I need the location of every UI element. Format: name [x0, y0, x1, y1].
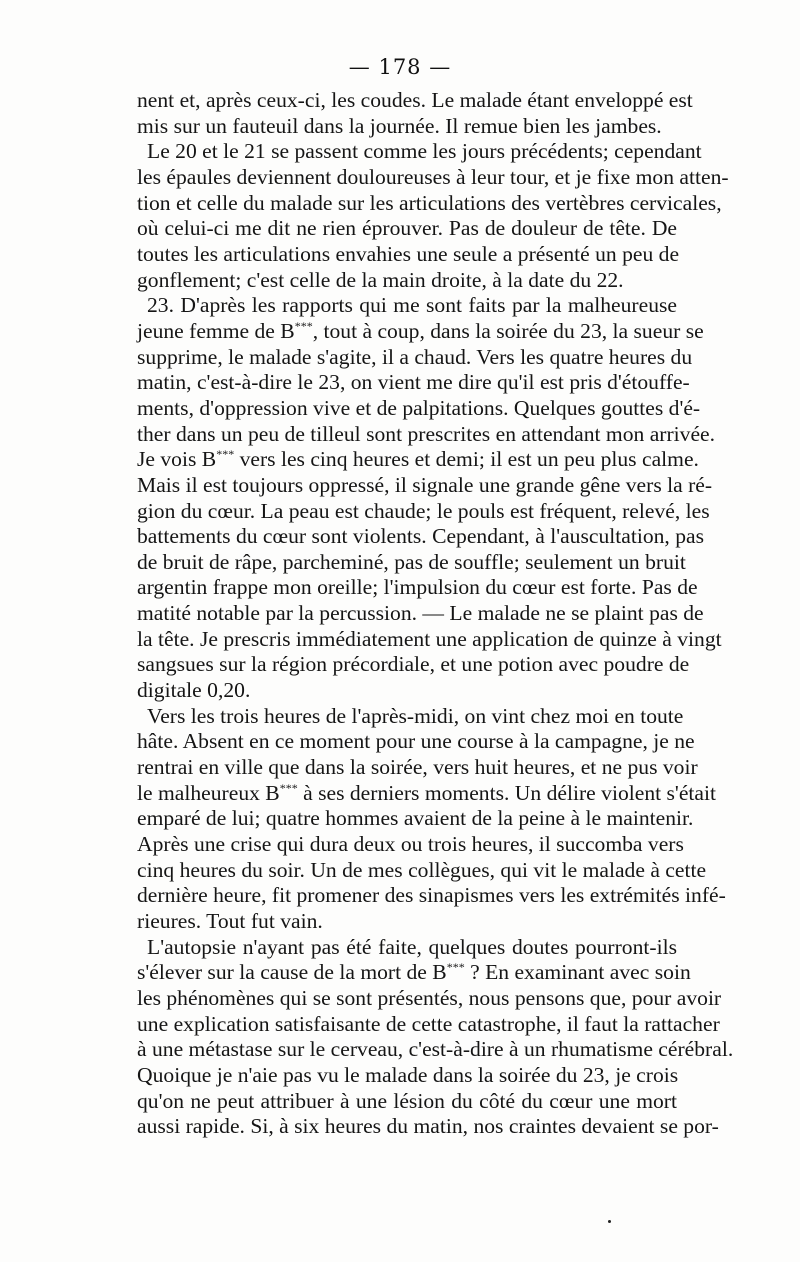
text-line: hâte. Absent en ce moment pour une course à la campagne, je ne: [137, 729, 695, 754]
text-line: Mais il est toujours oppressé, il signale une grande gêne vers la ré-: [137, 472, 713, 497]
text-line: battements du cœur sont violents. Cependant, à l'auscultation, pas: [137, 524, 705, 549]
text-line: matin, c'est-à-dire le 23, on vient me dire qu'il est pris d'étouffe-: [137, 370, 690, 395]
text-line: tion et celle du malade sur les articulations des vertèbres cervicales,: [137, 190, 722, 215]
text-line: les phénomènes qui se sont présentés, nous pensons que, pour avoir: [137, 985, 722, 1010]
text-line: Le 20 et le 21 se passent comme les jours précédents; cependant: [147, 139, 702, 164]
text-line: où celui-ci me dit ne rien éprouver. Pas de douleur de tête. De: [137, 216, 677, 241]
text-line: rieures. Tout fut vain.: [137, 909, 323, 933]
text-line: de bruit de râpe, parcheminé, pas de souffle; seulement un bruit: [137, 549, 686, 574]
text-line: Après une crise qui dura deux ou trois heures, il succomba vers: [137, 832, 684, 857]
text-line: le malheureux B*** à ses derniers moments. Un délire violent s'était: [137, 780, 716, 805]
text-line: gion du cœur. La peau est chaude; le pouls est fréquent, relevé, les: [137, 498, 710, 523]
text-line: s'élever sur la cause de la mort de B*** ? En examinant avec soin: [137, 960, 691, 985]
page-number-header: — 178 —: [348, 55, 452, 79]
text-line: supprime, le malade s'agite, il a chaud. Vers les quatre heures du: [137, 344, 693, 369]
text-line: aussi rapide. Si, à six heures du matin, nos craintes devaient se por-: [137, 1114, 719, 1139]
text-line: sangsues sur la région précordiale, et une potion avec poudre de: [137, 652, 690, 677]
text-line: une explication satisfaisante de cette catastrophe, il faut la rattacher: [137, 1011, 720, 1036]
ink-speck: [608, 1220, 611, 1223]
text-line: L'autopsie n'ayant pas été faite, quelques doutes pourront-ils: [147, 934, 677, 959]
text-line: Je vois B*** vers les cinq heures et demi; il est un peu plus calme.: [137, 447, 699, 472]
text-line: qu'on ne peut attribuer à une lésion du côté du cœur une mort: [137, 1088, 677, 1113]
text-line: ments, d'oppression vive et de palpitations. Quelques gouttes d'é-: [137, 395, 701, 420]
text-line: digitale 0,20.: [137, 678, 251, 703]
text-line: les épaules deviennent douloureuses à leur tour, et je fixe mon atten-: [137, 164, 729, 189]
text-line: rentrai en ville que dans la soirée, vers huit heures, et ne pus voir: [137, 755, 698, 780]
body-text: [137, 88, 734, 1140]
text-line: argentin frappe mon oreille; l'impulsion du cœur est forte. Pas de: [137, 575, 698, 600]
text-line: matité notable par la percussion. — Le malade ne se plaint pas de: [137, 601, 704, 626]
text-line: jeune femme de B***, tout à coup, dans la soirée du 23, la sueur se: [137, 318, 704, 343]
text-line: 23. D'après les rapports qui me sont faits par la malheureuse: [147, 293, 677, 318]
text-line: nent et, après ceux-ci, les coudes. Le malade étant enveloppé est: [137, 88, 693, 112]
text-line: mis sur un fauteuil dans la journée. Il remue bien les jambes.: [137, 113, 662, 138]
text-line: gonflement; c'est celle de la main droite, à la date du 22.: [137, 267, 624, 292]
text-line: Quoique je n'aie pas vu le malade dans la soirée du 23, je crois: [137, 1062, 679, 1087]
text-line: la tête. Je prescris immédiatement une application de quinze à vingt: [137, 626, 722, 651]
text-line: cinq heures du soir. Un de mes collègues, qui vit le malade à cette: [137, 857, 707, 882]
text-line: dernière heure, fit promener des sinapismes vers les extrémités infé-: [137, 883, 726, 908]
text-line: toutes les articulations envahies une seule a présenté un peu de: [137, 241, 680, 266]
text-line: Vers les trois heures de l'après-midi, on vint chez moi en toute: [147, 703, 684, 728]
text-line: ther dans un peu de tilleul sont prescrites en attendant mon arrivée.: [137, 421, 716, 446]
text-line: emparé de lui; quatre hommes avaient de la peine à le maintenir.: [137, 806, 694, 831]
text-line: à une métastase sur le cerveau, c'est-à-dire à un rhumatisme cérébral.: [137, 1037, 734, 1062]
